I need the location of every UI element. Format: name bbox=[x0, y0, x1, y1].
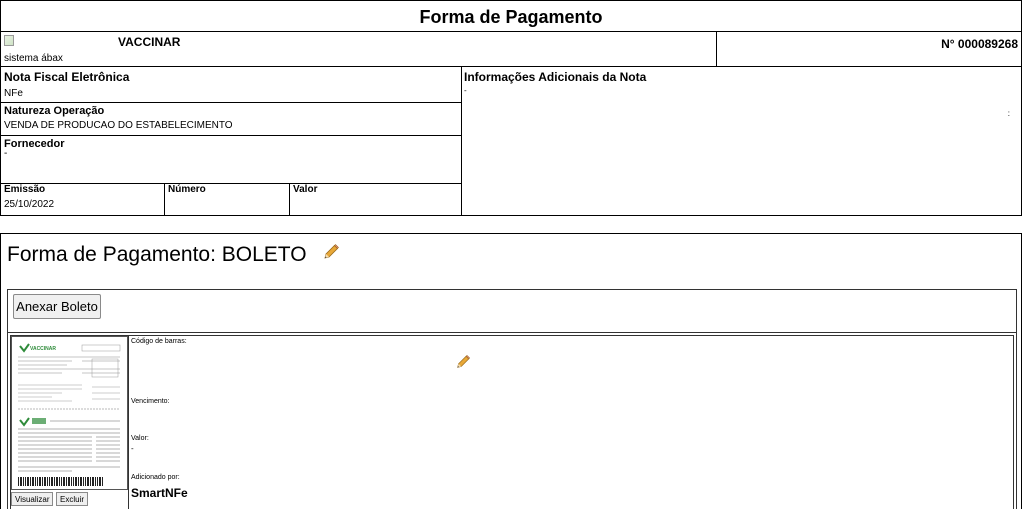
attach-boleto-button[interactable]: Anexar Boleto bbox=[13, 294, 101, 319]
number-label: Número bbox=[168, 184, 206, 195]
due-date-label: Vencimento: bbox=[131, 398, 170, 405]
invoice-details bbox=[1, 67, 462, 215]
additional-info bbox=[462, 67, 1022, 215]
delete-button[interactable]: Excluir bbox=[56, 492, 88, 506]
view-button[interactable]: Visualizar bbox=[11, 492, 53, 506]
value-label: Valor bbox=[293, 184, 318, 195]
logo-alt-text: sistema ábax bbox=[4, 53, 63, 64]
invoice-type-cell bbox=[1, 67, 461, 103]
boleto-details bbox=[128, 336, 1015, 509]
additional-info-value: - bbox=[464, 86, 467, 95]
payment-section bbox=[0, 233, 1022, 509]
document-number: N° 000089268 bbox=[941, 37, 1018, 51]
invoice-type-value: NFe bbox=[4, 88, 23, 99]
boleto-thumbnail[interactable] bbox=[11, 336, 128, 490]
nature-cell bbox=[1, 103, 461, 136]
page-title: Forma de Pagamento bbox=[419, 7, 603, 27]
divider bbox=[8, 332, 1016, 333]
payment-title-row bbox=[7, 243, 340, 267]
amount-value: - bbox=[131, 444, 134, 453]
logo-cell bbox=[1, 32, 717, 66]
payment-title: Forma de Pagamento: BOLETO bbox=[7, 243, 307, 266]
page-header bbox=[0, 0, 1022, 32]
boleto-item bbox=[10, 335, 1014, 509]
amount-label: Valor: bbox=[131, 435, 149, 442]
additional-info-label: Informações Adicionais da Nota bbox=[464, 70, 647, 84]
thumbnail-logo: VACCINAR bbox=[30, 346, 57, 352]
issue-cell bbox=[1, 184, 165, 215]
invoice-type-label: Nota Fiscal Eletrônica bbox=[4, 70, 130, 84]
boleto-preview-image bbox=[12, 337, 127, 489]
issue-label: Emissão bbox=[4, 184, 46, 195]
barcode-label: Código de barras: bbox=[131, 338, 187, 345]
number-cell bbox=[165, 184, 290, 215]
issue-row bbox=[1, 184, 461, 215]
nature-value: VENDA DE PRODUCAO DO ESTABELECIMENTO bbox=[4, 120, 233, 131]
pencil-icon[interactable] bbox=[322, 243, 340, 267]
pencil-icon[interactable] bbox=[455, 354, 471, 375]
company-name: VACCINAR bbox=[118, 35, 181, 49]
nature-label: Natureza Operação bbox=[4, 105, 105, 117]
invoice-info bbox=[0, 66, 1022, 216]
additional-info-value-2: : bbox=[1007, 109, 1010, 118]
added-by-value: SmartNFe bbox=[131, 486, 188, 500]
supplier-value: - bbox=[4, 148, 8, 159]
boleto-panel bbox=[7, 289, 1017, 509]
value-cell bbox=[290, 184, 461, 215]
company-header bbox=[0, 31, 1022, 67]
added-by-label: Adicionado por: bbox=[131, 474, 180, 481]
issue-value: 25/10/2022 bbox=[4, 199, 55, 210]
supplier-label: Fornecedor bbox=[4, 138, 65, 150]
broken-image-icon bbox=[4, 35, 14, 46]
supplier-cell bbox=[1, 136, 461, 184]
